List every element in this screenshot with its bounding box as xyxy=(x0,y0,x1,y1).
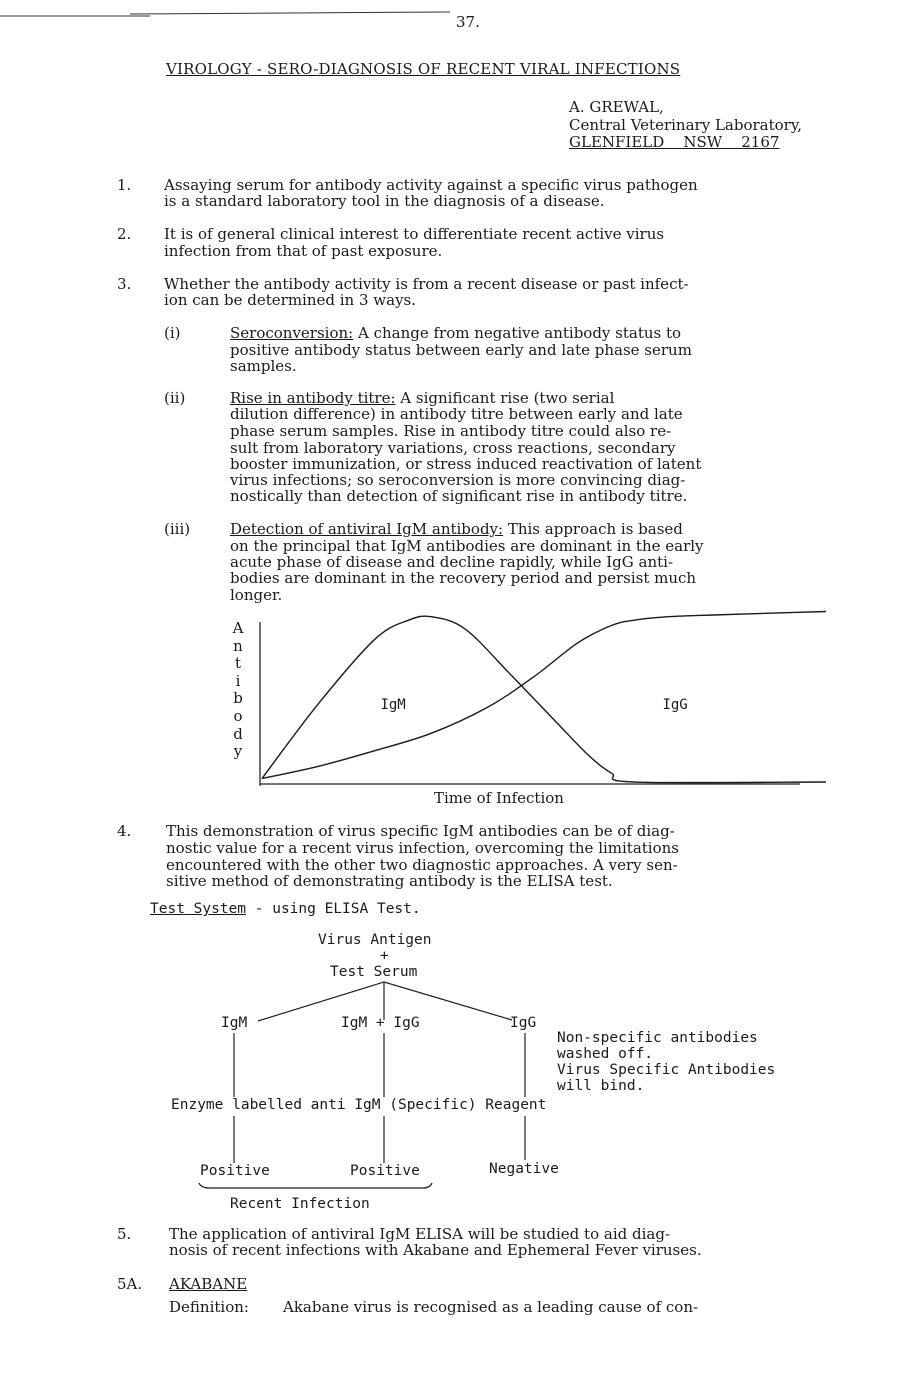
method-line: phase serum samples. Rise in antibody titre could also re- xyxy=(230,422,672,440)
method-line: virus infections; so seroconversion is more convincing diag- xyxy=(230,471,686,489)
paragraph-line: infection from that of past exposure. xyxy=(164,242,443,260)
method-number: (i) xyxy=(164,324,181,342)
recent-infection-bracket xyxy=(199,1183,432,1188)
method-first-rest: This approach is based xyxy=(503,520,683,538)
paragraph-line: nostic value for a recent virus infection, overcoming the limitations xyxy=(166,839,679,857)
definition-text: Akabane virus is recognised as a leading cause of con- xyxy=(283,1298,699,1316)
paragraph-number: 4. xyxy=(117,822,132,840)
diagram-result-negative: Negative xyxy=(489,1161,559,1177)
paragraph-line: Assaying serum for antibody activity against a specific virus pathogen xyxy=(164,176,698,194)
y-label-letter: n xyxy=(233,636,243,655)
method-line: nostically than detection of significant rise in antibody titre. xyxy=(230,487,688,505)
definition-label: Definition: xyxy=(169,1298,249,1316)
method-number: (ii) xyxy=(164,389,186,407)
method-first-rest: A significant rise (two serial xyxy=(395,389,615,407)
test-system-rest: - using ELISA Test. xyxy=(246,901,421,917)
series-label-igg: IgG xyxy=(662,696,688,713)
method-heading: Rise in antibody titre: xyxy=(230,389,396,407)
diagram-branch-igg: IgG xyxy=(510,1015,537,1031)
y-label-letter: o xyxy=(233,706,243,725)
diagram-result-positive-left: Positive xyxy=(200,1163,270,1179)
y-label-letter: i xyxy=(235,671,241,690)
diagram-note-line: washed off. xyxy=(557,1046,654,1062)
test-system-heading: Test System xyxy=(150,901,247,917)
diagram-branch-igm-igg: IgM + IgG xyxy=(341,1015,420,1031)
chart-x-label: Time of Infection xyxy=(434,789,564,807)
paragraph-line: encountered with the other two diagnostic approaches. A very sen- xyxy=(166,856,678,874)
y-label-letter: d xyxy=(233,724,243,743)
diagram-result-positive-mid: Positive xyxy=(350,1163,420,1179)
diagram-note-line: Virus Specific Antibodies xyxy=(557,1062,776,1078)
method-line: booster immunization, or stress induced reactivation of latent xyxy=(230,455,702,473)
method-line: positive antibody status between early and late phase serum xyxy=(230,341,692,359)
author-org: Central Veterinary Laboratory, xyxy=(569,116,803,134)
diagram-branch-igm: IgM xyxy=(221,1015,248,1031)
diagram-plus: + xyxy=(380,948,389,964)
page-number: 37. xyxy=(456,13,480,31)
diagram-recent-infection: Recent Infection xyxy=(230,1196,370,1212)
method-line: dilution difference) in antibody titre between early and late xyxy=(230,405,683,423)
method-line: samples. xyxy=(230,357,297,375)
diagram-reagent: Enzyme labelled anti IgM (Specific) Reagent xyxy=(171,1097,547,1113)
author-address: GLENFIELD NSW 2167 xyxy=(569,133,780,151)
method-line: bodies are dominant in the recovery period and persist much xyxy=(230,569,697,587)
method-number: (iii) xyxy=(164,520,191,538)
page-title: VIROLOGY - SERO-DIAGNOSIS OF RECENT VIRAL INFECTIONS xyxy=(166,60,681,78)
paragraph-number: 3. xyxy=(117,275,132,293)
paragraph-number: 5. xyxy=(117,1225,132,1243)
diagram-virus-antigen: Virus Antigen xyxy=(318,932,432,948)
author-name: A. GREWAL, xyxy=(569,98,664,116)
y-label-letter: y xyxy=(233,742,243,761)
paragraph-line: Whether the antibody activity is from a recent disease or past infect- xyxy=(164,275,689,293)
paragraph-line: is a standard laboratory tool in the diagnosis of a disease. xyxy=(164,192,605,210)
method-line: sult from laboratory variations, cross reactions, secondary xyxy=(230,439,676,457)
method-line: acute phase of disease and decline rapidly, while IgG anti- xyxy=(230,553,674,571)
paragraph-line: nosis of recent infections with Akabane and Ephemeral Fever viruses. xyxy=(169,1241,702,1259)
paragraph-number: 2. xyxy=(117,225,132,243)
diagram-test-serum: Test Serum xyxy=(330,964,418,980)
method-line: on the principal that IgM antibodies are dominant in the early xyxy=(230,537,704,555)
paragraph-line: It is of general clinical interest to differentiate recent active virus xyxy=(164,225,665,243)
section-number: 5A. xyxy=(117,1275,143,1293)
method-line: longer. xyxy=(230,586,283,604)
diagram-note-line: will bind. xyxy=(557,1078,645,1094)
method-heading: Seroconversion: xyxy=(230,324,354,342)
y-label-letter: t xyxy=(234,654,242,673)
method-first-rest: A change from negative antibody status to xyxy=(353,324,682,342)
diagram-note-line: Non-specific antibodies xyxy=(557,1030,758,1046)
y-label-letter: b xyxy=(233,689,243,708)
paragraph-number: 1. xyxy=(117,176,132,194)
series-label-igm: IgM xyxy=(380,696,406,713)
paragraph-line: The application of antiviral IgM ELISA will be studied to aid diag- xyxy=(169,1225,671,1243)
paragraph-line: ion can be determined in 3 ways. xyxy=(164,291,417,309)
section-heading: AKABANE xyxy=(169,1275,248,1293)
method-heading: Detection of antiviral IgM antibody: xyxy=(230,520,504,538)
paragraph-line: sitive method of demonstrating antibody is the ELISA test. xyxy=(166,872,613,890)
y-label-letter: A xyxy=(232,619,244,637)
paragraph-line: This demonstration of virus specific IgM antibodies can be of diag- xyxy=(166,822,675,840)
